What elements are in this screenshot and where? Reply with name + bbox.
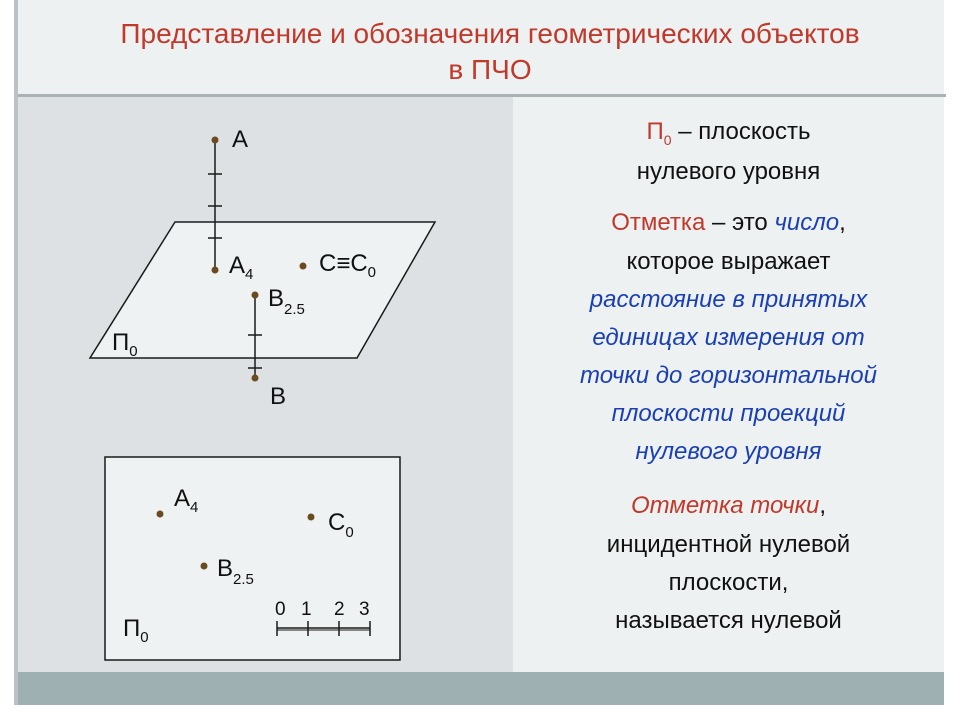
label-plane-p0: $П_0$ — [112, 329, 138, 360]
plan-label-p0: $П_0$ — [123, 615, 149, 646]
mark-definition-line2: которое выражает — [626, 248, 831, 275]
label-b: B — [270, 383, 287, 410]
point-mark-term: Отметка точки — [630, 492, 820, 519]
p0-definition-line2: нулевого уровня — [636, 158, 821, 185]
scale-label-1: 1 — [301, 599, 312, 620]
point-a — [212, 137, 219, 144]
point-mark-line2: инцидентной нулевой — [606, 531, 851, 558]
mark-blue-line-1: расстояние в принятых — [589, 286, 868, 313]
p0-definition — [513, 118, 944, 154]
plane-p0 — [90, 222, 435, 358]
label-a: A — [232, 126, 249, 153]
label-b25: $B_{2.5}$ — [268, 285, 305, 318]
scale-label-0: 0 — [275, 599, 286, 620]
plan-point-a4 — [157, 511, 164, 518]
mark-number: число — [774, 209, 840, 236]
title-line-2: в ПЧО — [448, 54, 532, 85]
mark-term: Отметка — [611, 209, 706, 236]
point-mark-line3: плоскости, — [668, 569, 789, 596]
point-c — [300, 263, 307, 270]
mark-blue-line-5: нулевого уровня — [635, 438, 822, 465]
title-line-1: Представление и обозначения геометрических объектов — [120, 18, 860, 49]
label-a4: $A_4$ — [229, 252, 254, 283]
plan-label-a4: $A_4$ — [174, 485, 199, 516]
mark-definition-line1: Отметка – это число, — [611, 209, 846, 236]
plan-label-b25: $B_{2.5}$ — [217, 555, 254, 588]
point-b — [252, 375, 259, 382]
p0-text: – плоскость — [671, 118, 811, 145]
scale-label-2: 2 — [334, 599, 345, 620]
mark-blue-line-2: единицах измерения от — [592, 324, 865, 351]
point-mark-line4: называется нулевой — [615, 607, 842, 634]
scale-label-3: 3 — [359, 599, 370, 620]
point-mark-line1: Отметка точки, — [630, 492, 827, 519]
plan-point-b25 — [201, 563, 208, 570]
plan-point-c0 — [308, 514, 315, 521]
point-b25 — [252, 292, 259, 299]
mark-blue-line-3: точки до горизонтальной — [580, 362, 877, 389]
p0-symbol: $П_0$ — [646, 118, 672, 148]
mark-blue-line-4: плоскости проекций — [611, 400, 846, 427]
plan-label-c0: $C_0$ — [328, 509, 354, 541]
label-c-c0: $C\equiv C_0$ — [319, 250, 377, 281]
point-a4 — [212, 267, 219, 274]
